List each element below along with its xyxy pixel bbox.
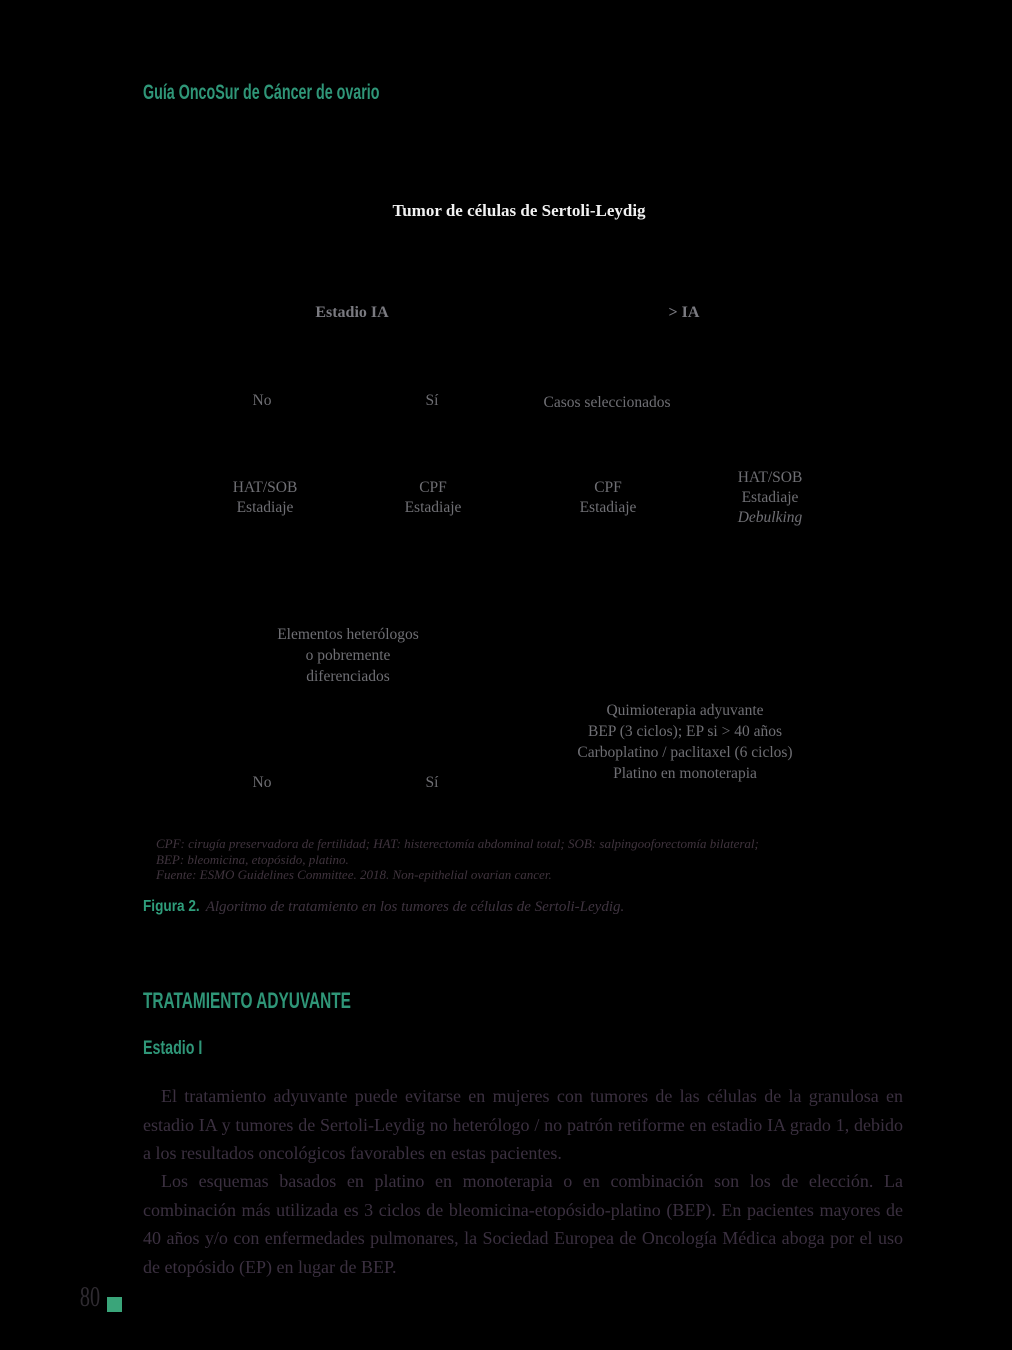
treatment-line: CPF xyxy=(594,479,622,496)
chemo-line: Carboplatino / paclitaxel (6 ciclos) xyxy=(577,744,793,761)
footnote-line: BEP: bleomicina, etopósido, platino. xyxy=(156,851,349,867)
fertility-option-yes: Sí xyxy=(425,392,439,409)
condition-line: diferenciados xyxy=(306,668,390,685)
chemo-line: BEP (3 ciclos); EP si > 40 años xyxy=(587,723,782,740)
treatment-node-cpf-1 xyxy=(405,478,462,518)
treatment-line: CPF xyxy=(419,479,447,496)
adjuvant-chemo-node xyxy=(577,700,792,784)
treatment-node-hatsob-debulking xyxy=(738,468,803,528)
branch-estadio-ia: Estadio IA xyxy=(315,304,389,321)
footnote-line: CPF: cirugía preservadora de fertilidad; HAT: histerectomía abdominal total; SOB: salpingooforectomía bilateral; xyxy=(156,836,759,851)
figure-caption-label: Figura 2. xyxy=(143,898,200,915)
condition-option-no: No xyxy=(252,774,272,791)
running-head: Guía OncoSur de Cáncer de ovario xyxy=(143,81,380,104)
footnote-line: Fuente: ESMO Guidelines Committee. 2018. Non-epithelial ovarian cancer. xyxy=(156,867,552,882)
treatment-line: Estadiaje xyxy=(236,499,294,516)
heterologous-condition xyxy=(277,624,419,687)
chemo-line: Platino en monoterapia xyxy=(613,765,757,782)
treatment-line: Estadiaje xyxy=(741,489,799,506)
condition-line: Elementos heterólogos xyxy=(277,626,419,643)
selected-cases-label: Casos seleccionados xyxy=(543,394,671,411)
figure-caption xyxy=(143,898,624,916)
condition-line: o pobremente xyxy=(305,647,391,664)
chemo-line: Quimioterapia adyuvante xyxy=(606,702,764,719)
diagram-title: Tumor de células de Sertoli-Leydig xyxy=(392,201,646,220)
body-paragraph-1: El tratamiento adyuvante puede evitarse en mujeres con tumores de las células de la granulosa en estadio IA y tumores de Sertoli-Leydig no heterólogo / no patrón retiforme en estadio IA grado 1, debido a los resultados oncológicos favorables en estas pacientes. xyxy=(143,1086,903,1163)
treatment-line-debulking: Debulking xyxy=(737,509,803,526)
page-marker-square xyxy=(107,1297,122,1312)
condition-option-yes: Sí xyxy=(425,774,439,791)
treatment-line: HAT/SOB xyxy=(232,479,298,496)
section-subheading: Estadio I xyxy=(143,1038,203,1059)
figure-footnotes xyxy=(156,836,759,883)
treatment-line: Estadiaje xyxy=(404,499,462,516)
figure-caption-text: Algoritmo de tratamiento en los tumores de células de Sertoli-Leydig. xyxy=(205,899,625,915)
body-paragraph-2: Los esquemas basados en platino en monoterapia o en combinación son los de elección. La combinación más utilizada es 3 ciclos de bleomicina-etopósido-platino (BEP). En pacientes mayores de 40 años y/o con enfermedades pulmonares, la Sociedad Europea de Oncología Médica aboga por el uso de etopósido (EP) en lugar de BEP. xyxy=(143,1171,903,1277)
treatment-line: Estadiaje xyxy=(579,499,637,516)
section-heading: TRATAMIENTO ADYUVANTE xyxy=(143,988,351,1013)
treatment-node-cpf-2 xyxy=(580,478,637,518)
treatment-node-hatsob-1 xyxy=(233,478,298,518)
treatment-line: HAT/SOB xyxy=(737,469,803,486)
branch-greater-than-ia: > IA xyxy=(668,304,700,321)
page-number: 80 xyxy=(79,1282,101,1313)
fertility-option-no: No xyxy=(252,392,272,409)
